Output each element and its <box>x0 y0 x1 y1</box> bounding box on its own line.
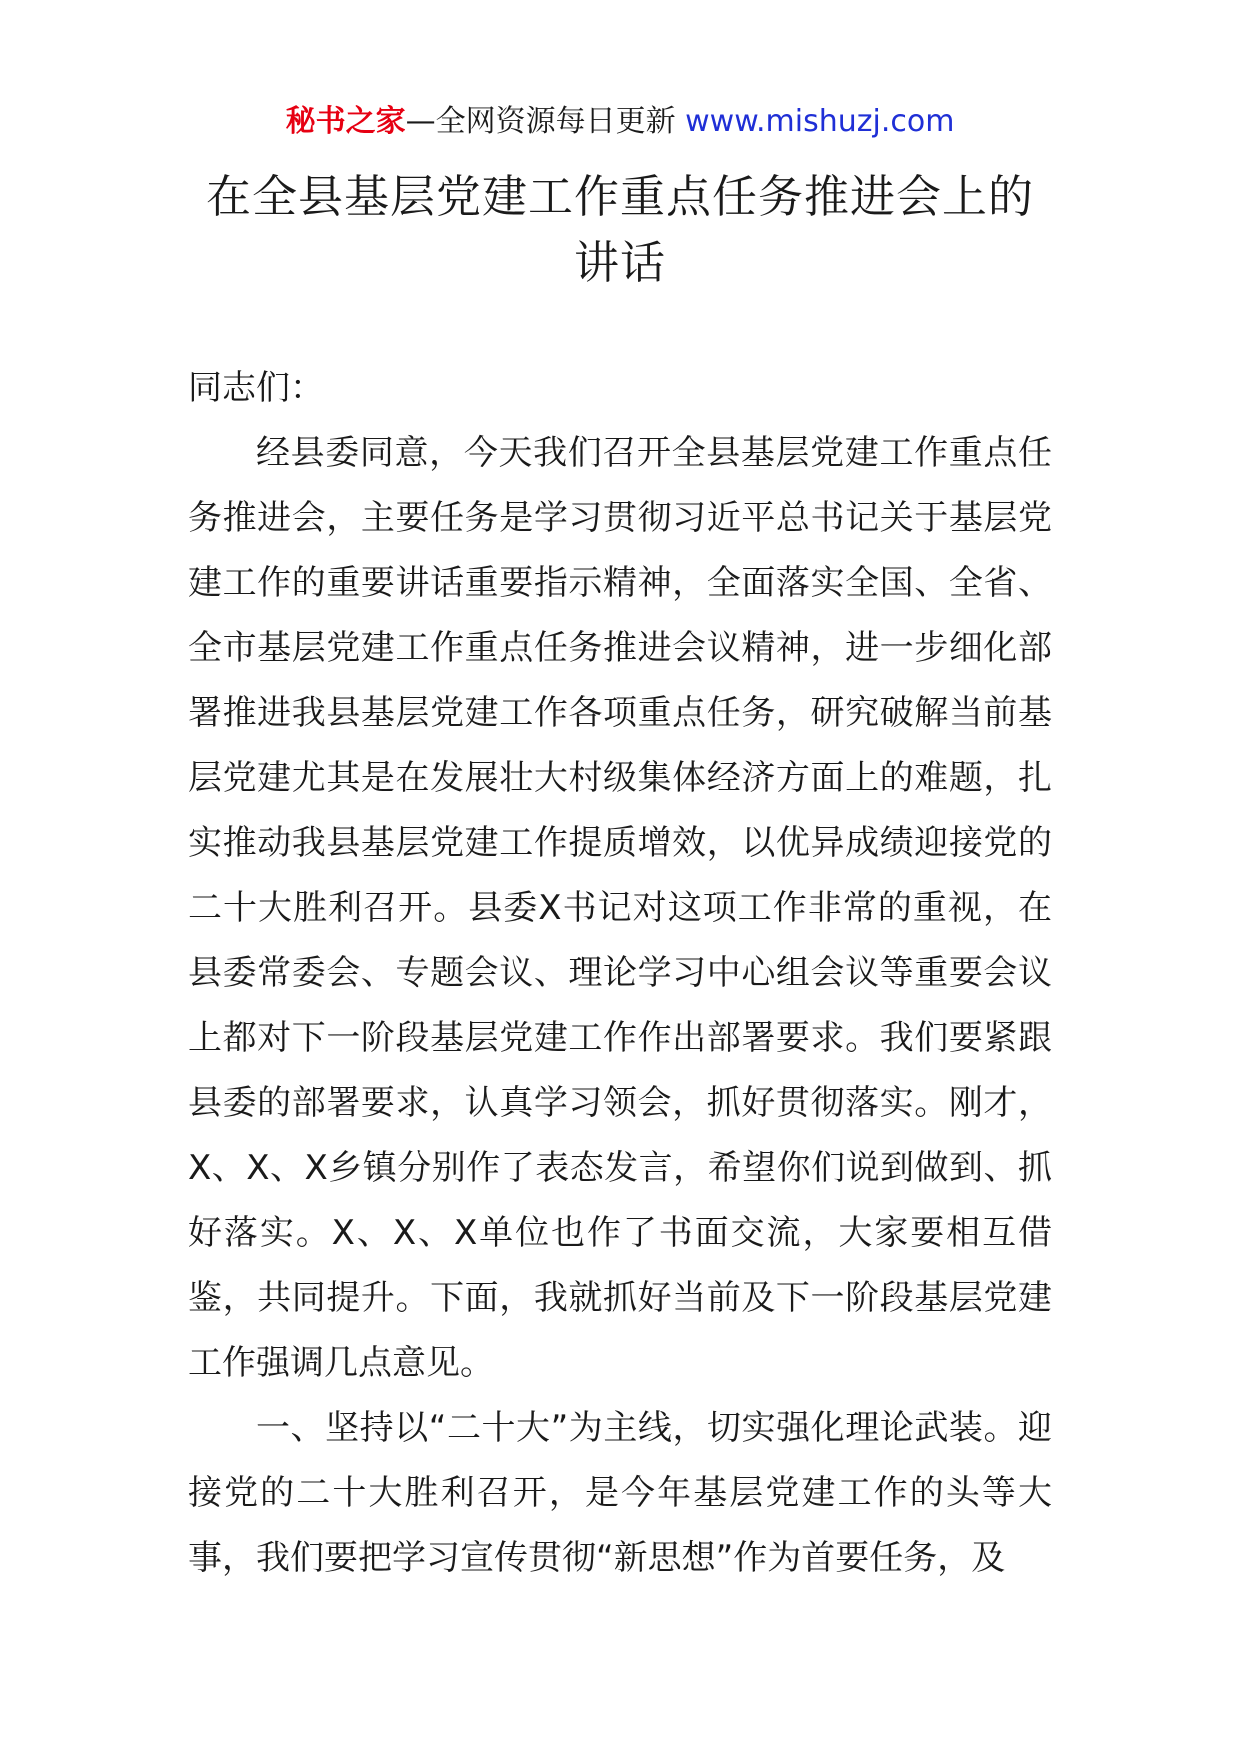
brand-name: 秘书之家 <box>285 104 406 139</box>
site-header <box>0 102 1240 142</box>
document-body <box>188 356 1052 1591</box>
paragraph-section-1: 一、坚持以“二十大”为主线，切实强化理论武装。迎接党的二十大胜利召开，是今年基层党建工作的头等大事，我们要把学习宣传贯彻“新思想”作为首要任务，及 <box>188 1408 1052 1578</box>
title-line-2: 讲话 <box>573 236 666 289</box>
header-slogan: —全网资源每日更新 <box>405 104 686 139</box>
salutation: 同志们： <box>188 368 324 408</box>
title-line-1: 在全县基层党建工作重点任务推进会上的 <box>205 170 1034 223</box>
website-link[interactable]: www.mishuzj.com <box>685 104 955 139</box>
document-title <box>180 164 1060 296</box>
paragraph-intro: 经县委同意，今天我们召开全县基层党建工作重点任务推进会，主要任务是学习贯彻习近平总书记关于基层党建工作的重要讲话重要指示精神，全面落实全国、全省、全市基层党建工作重点任务推进会议精神，进一步细化部署推进我县基层党建工作各项重点任务，研究破解当前基层党建尤其是在发展壮大村级集体经济方面上的难题，扎实推动我县基层党建工作提质增效，以优异成绩迎接党的二十大胜利召开。县委X书记对这项工作非常的重视，在县委常委会、专题会议、理论学习中心组会议等重要会议上都对下一阶段基层党建工作作出部署要求。我们要紧跟县委的部署要求，认真学习领会，抓好贯彻落实。刚才，X、X、X乡镇分别作了表态发言，希望你们说到做到、抓好落实。X、X、X单位也作了书面交流，大家要相互借鉴，共同提升。下面，我就抓好当前及下一阶段基层党建工作强调几点意见。 <box>188 433 1052 1383</box>
